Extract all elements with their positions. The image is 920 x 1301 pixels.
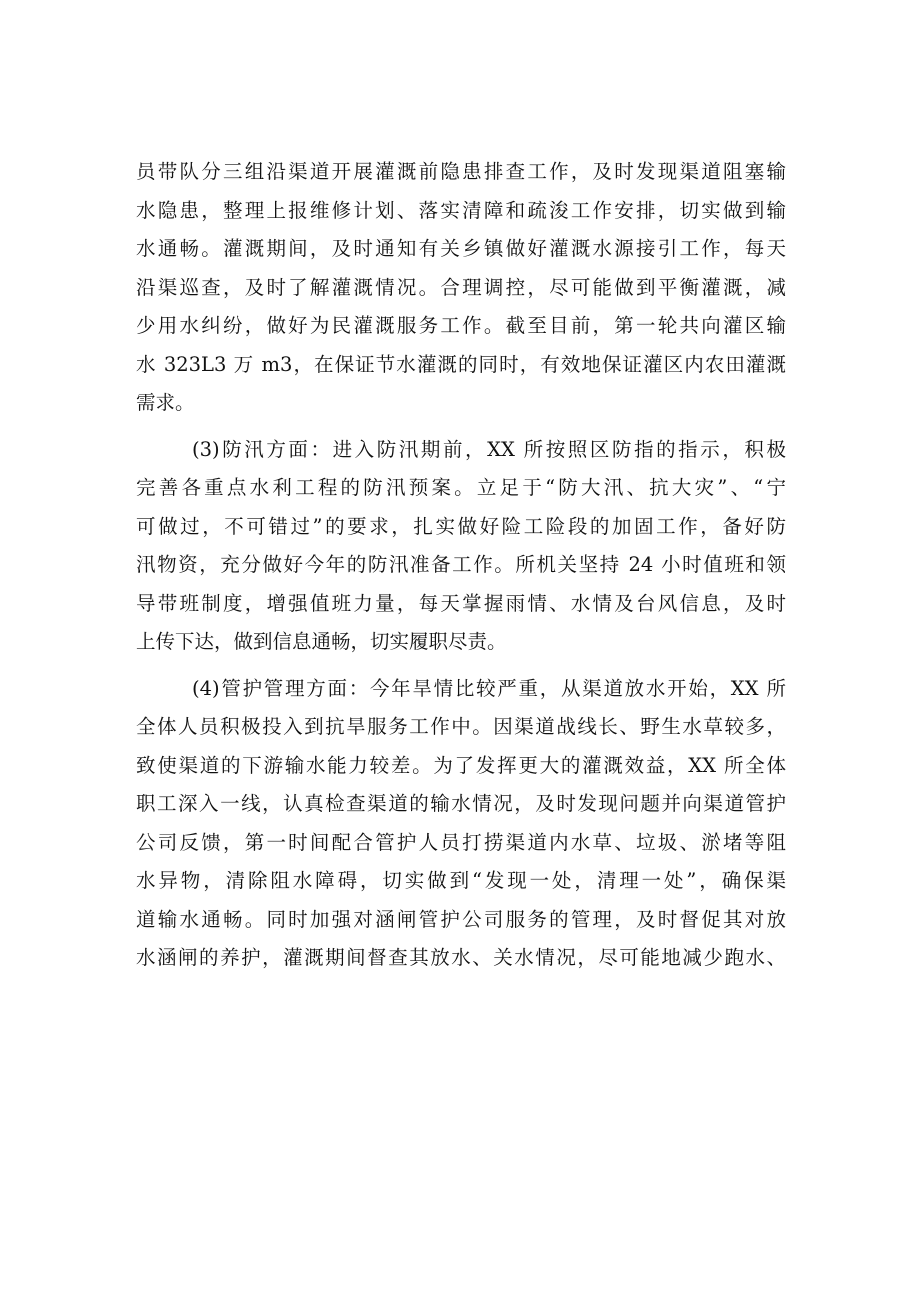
paragraph-irrigation [136, 153, 786, 423]
text-line: 致使渠道的下游输水能力较差。为了发挥更大的灌溉效益，XX 所全体 [136, 753, 786, 777]
text-line: (3)防汛方面：进入防汛期前，XX 所按照区防指的指示，积极 [192, 437, 786, 461]
text-line: 职工深入一线，认真检查渠道的输水情况，及时发现问题并向渠道管护 [136, 792, 786, 815]
text-line: 员带队分三组沿渠道开展灌溉前隐患排查工作，及时发现渠道阻塞输 [136, 160, 786, 183]
text-line: 导带班制度，增强值班力量，每天掌握雨情、水情及台风信息，及时 [136, 591, 786, 615]
text-line: 可做过，不可错过”的要求，扎实做好险工险段的加固工作，备好防 [136, 514, 786, 538]
text-line: 全体人员积极投入到抗旱服务工作中。因渠道战线长、野生水草较多， [136, 715, 786, 738]
text-line: 少用水纠纷，做好为民灌溉服务工作。截至目前，第一轮共向灌区输 [136, 314, 786, 337]
text-line: 完善各重点水利工程的防汛预案。立足于“防大汛、抗大灾”、“宁 [136, 476, 786, 499]
text-line: 水异物，清除阻水障碍，切实做到“发现一处，清理一处”，确保渠 [136, 869, 786, 892]
text-line: 水 323L3 万 m3，在保证节水灌溉的同时，有效地保证灌区内农田灌溉 [136, 352, 786, 376]
text-line: 汛物资，充分做好今年的防汛准备工作。所机关坚持 24 小时值班和领 [136, 553, 786, 576]
paragraph-flood-control [136, 431, 786, 662]
text-line: 水涵闸的养护，灌溉期间督查其放水、关水情况，尽可能地减少跑水、 [136, 946, 786, 969]
paragraph-maintenance [136, 670, 786, 978]
text-line: 水通畅。灌溉期间，及时通知有关乡镇做好灌溉水源接引工作，每天 [136, 237, 786, 260]
text-line: (4)管护管理方面：今年旱情比较严重，从渠道放水开始，XX 所 [192, 676, 786, 700]
text-line: 沿渠巡查，及时了解灌溉情况。合理调控，尽可能做到平衡灌溉，减 [136, 275, 786, 299]
text-line: 水隐患，整理上报维修计划、落实清障和疏浚工作安排，切实做到输 [136, 198, 786, 222]
text-line: 上传下达，做到信息通畅，切实履职尽责。 [136, 630, 507, 653]
text-line: 公司反馈，第一时间配合管护人员打捞渠道内水草、垃圾、淤堵等阻 [136, 830, 786, 854]
document-body [136, 153, 786, 978]
text-line: 道输水通畅。同时加强对涵闸管护公司服务的管理，及时督促其对放 [136, 907, 786, 931]
text-line: 需求。 [136, 391, 195, 414]
